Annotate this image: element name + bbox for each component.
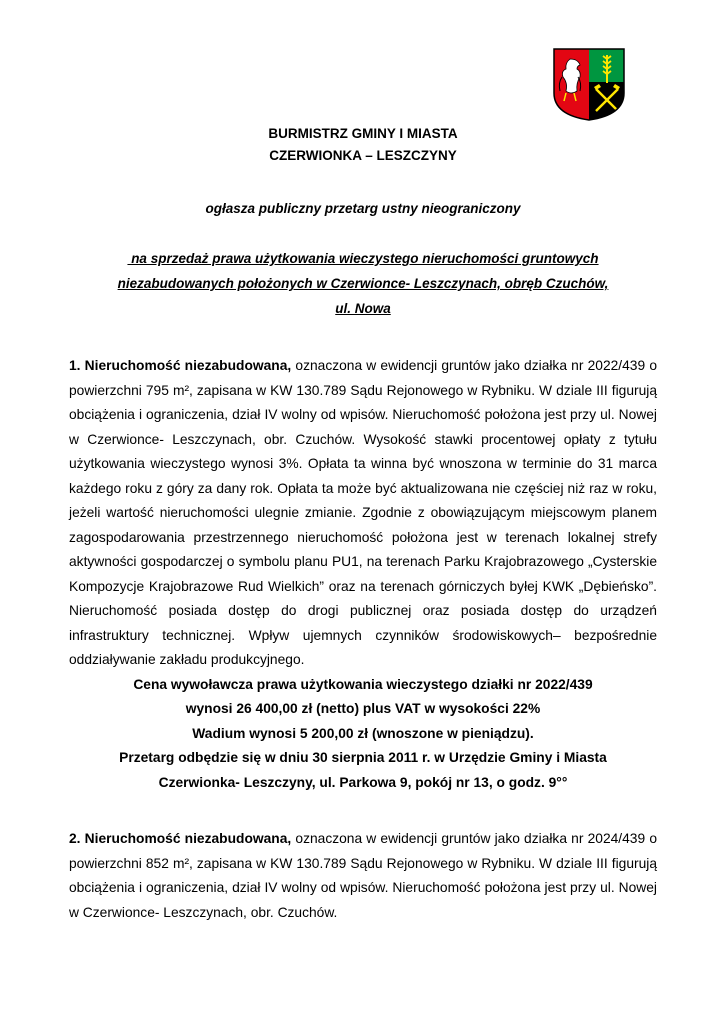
property-1-text: oznaczona w ewidencji gruntów jako działka nr 2022/439 o powierzchni 795 m², zapisana w KW 130.789 Sądu Rejonowego w Rybniku. W dziale III figurują obciążenia i ograniczenia, dział IV wolny od wpisów. Nieruchomość położona jest przy ul. Nowej w Czerwionce- Leszczynach, obr. Czuchów. Wysokość stawki procentowej opłaty z tytułu użytkowania wieczystego wynosi 3%. Opłata ta winna być wnoszona w terminie do 31 marca każdego roku z góry za dany rok. Opłata ta może być aktualizowana nie częściej niż raz w roku, jeżeli wartość nieruchomości ulegnie zmianie. Zgodnie z obowiązującym miejscowym planem zagospodarowania przestrzennego nieruchomość położona jest w terenach lokalnej strefy aktywności gospodarczej o symbolu planu PU1, na terenach Parku Krajobrazowego „Cysterskie Kompozycje Krajobrazowe Rud Wielkich” oraz na terenach górniczych byłej KWK „Dębieńsko”. Nieruchomość posiada dostęp do drogi publicznej oraz posiada dostęp do urządzeń infrastruktury technicznej. Wpływ ujemnych czynników środowiskowych– bezpośrednie oddziaływanie zakładu produkcyjnego.	[69, 358, 657, 667]
auction-line-1: Przetarg odbędzie się w dniu 30 sierpnia 2011 r. w Urzędzie Gminy i Miasta	[119, 750, 607, 765]
property-2-label: 2. Nieruchomość niezabudowana,	[69, 831, 292, 846]
header-line-2: CZERWIONKA – LESZCZYNY	[269, 148, 457, 163]
announcement-document	[69, 117, 657, 925]
property-2-text: oznaczona w ewidencji gruntów jako działka nr 2024/439 o powierzchni 852 m², zapisana w KW 130.789 Sądu Rejonowego w Rybniku. W dziale III figurują obciążenia i ograniczenia, dział IV wolny od wpisów. Nieruchomość położona jest przy ul. Nowej w Czerwionce- Leszczynach, obr. Czuchów.	[69, 831, 657, 920]
price-line-2: wynosi 26 400,00 zł (netto) plus VAT w wysokości 22%	[185, 701, 541, 716]
property-1-conditions	[69, 673, 657, 796]
property-2-description	[69, 827, 657, 925]
subject	[69, 246, 657, 321]
auction-line-2: Czerwionka- Leszczyny, ul. Parkowa 9, pokój nr 13, o godz. 9°°	[158, 774, 568, 790]
price-line-1: Cena wywoławcza prawa użytkowania wieczystego działki nr 2022/439	[133, 676, 593, 692]
deposit-line: Wadium wynosi 5 200,00 zł (wnoszone w pieniądzu).	[192, 725, 534, 741]
subject-line-1: na sprzedaż prawa użytkowania wieczystego nieruchomości gruntowych	[127, 251, 599, 266]
notice-line: ogłasza publiczny przetarg ustny nieograniczony	[205, 201, 521, 216]
subject-line-3: ul. Nowa	[335, 301, 391, 316]
header-line-1: BURMISTRZ GMINY I MIASTA	[268, 126, 458, 141]
coat-of-arms-icon	[552, 47, 626, 122]
property-1-description	[69, 354, 657, 673]
property-1-label: 1. Nieruchomość niezabudowana,	[69, 358, 292, 373]
subject-line-2: niezabudowanych położonych w Czerwionce- Leszczynach, obręb Czuchów,	[117, 276, 609, 291]
